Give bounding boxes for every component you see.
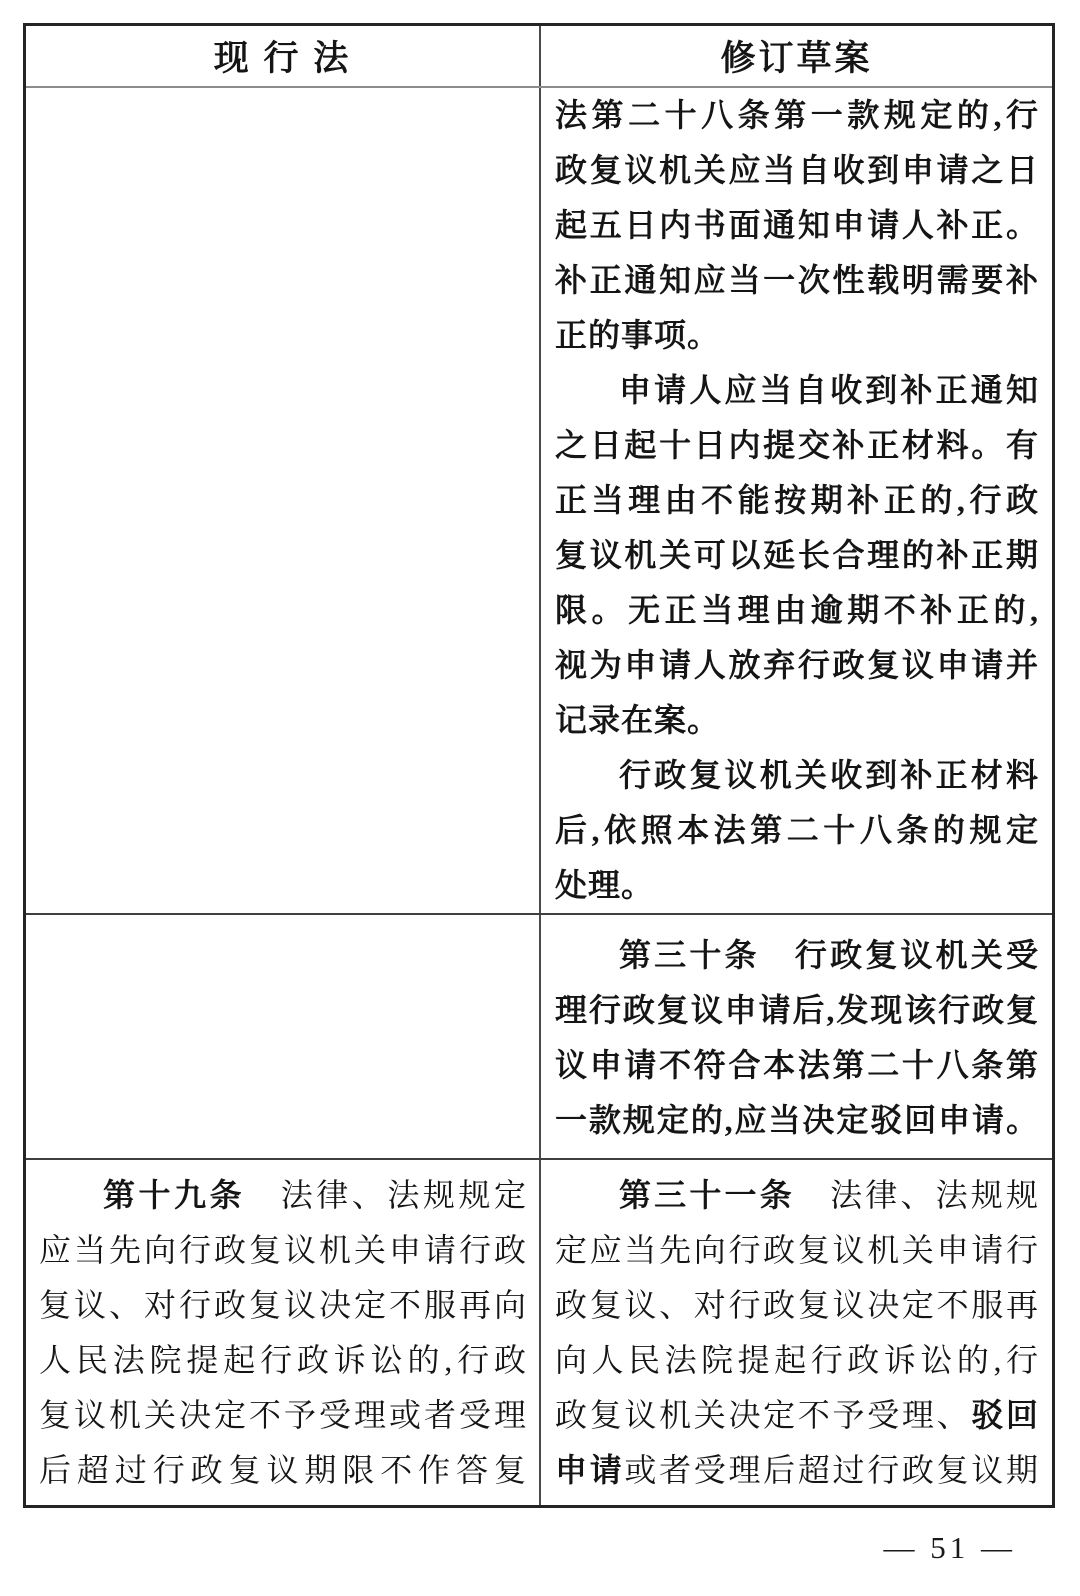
header-cell-revised-draft: 修订草案 xyxy=(539,26,1052,86)
cell-revised-draft xyxy=(539,88,1052,913)
page-number: — 51 — xyxy=(883,1530,1016,1565)
text-line: 限。无正当理由逾期不补正的, xyxy=(555,592,1038,628)
text-line: 复议机关决定不予受理或者受理 xyxy=(39,1397,526,1433)
cell-revised-draft xyxy=(539,1160,1052,1505)
text-line: 政复议、对行政复议决定不服再 xyxy=(555,1287,1038,1323)
text-line: 补正通知应当一次性载明需要补 xyxy=(555,262,1038,298)
text-line: 处理。 xyxy=(555,867,655,903)
text-line: 第三十一条 法律、法规规 xyxy=(619,1177,1038,1213)
text-line: 向人民法院提起行政诉讼的,行 xyxy=(555,1342,1038,1378)
cell-current-law xyxy=(26,915,539,1158)
text-line: 后超过行政复议期限不作答复 xyxy=(39,1452,526,1488)
text-line: 申请或者受理后超过行政复议期 xyxy=(555,1452,1038,1488)
text-line: 第三十条 行政复议机关受 xyxy=(619,937,1038,973)
text-line: 之日起十日内提交补正材料。有 xyxy=(555,427,1038,463)
text-line: 正当理由不能按期补正的,行政 xyxy=(555,482,1038,518)
table-row xyxy=(26,913,1052,1158)
cell-current-law xyxy=(26,88,539,913)
text-line: 起五日内书面通知申请人补正。 xyxy=(555,207,1038,243)
cell-revised-draft xyxy=(539,915,1052,1158)
table-row xyxy=(26,1158,1052,1505)
text-line: 应当先向行政复议机关申请行政 xyxy=(39,1232,526,1268)
text-line: 第十九条 法律、法规规定 xyxy=(103,1177,526,1213)
text-line: 人民法院提起行政诉讼的,行政 xyxy=(39,1342,526,1378)
text-line: 申请人应当自收到补正通知 xyxy=(619,372,1038,408)
cell-current-law xyxy=(26,1160,539,1505)
table-row xyxy=(26,88,1052,913)
text-line: 行政复议机关收到补正材料 xyxy=(619,757,1038,793)
text-line: 法第二十八条第一款规定的,行 xyxy=(555,97,1038,133)
text-line: 视为申请人放弃行政复议申请并 xyxy=(555,647,1038,683)
text-line: 记录在案。 xyxy=(555,702,721,738)
text-line: 政复议机关应当自收到申请之日 xyxy=(555,152,1038,188)
text-line: 理行政复议申请后,发现该行政复 xyxy=(555,992,1038,1028)
text-line: 复议、对行政复议决定不服再向 xyxy=(39,1287,526,1323)
text-line: 定应当先向行政复议机关申请行 xyxy=(555,1232,1038,1268)
text-line: 议申请不符合本法第二十八条第 xyxy=(555,1047,1038,1083)
header-cell-current-law: 现 行 法 xyxy=(213,39,352,78)
table-header-row xyxy=(26,26,1052,88)
text-line: 一款规定的,应当决定驳回申请。 xyxy=(555,1102,1038,1138)
comparison-table xyxy=(23,23,1055,1508)
text-line: 正的事项。 xyxy=(555,317,721,353)
text-line: 后,依照本法第二十八条的规定 xyxy=(555,812,1038,848)
text-line: 复议机关可以延长合理的补正期 xyxy=(555,537,1038,573)
text-line: 政复议机关决定不予受理、驳回 xyxy=(555,1397,1038,1433)
